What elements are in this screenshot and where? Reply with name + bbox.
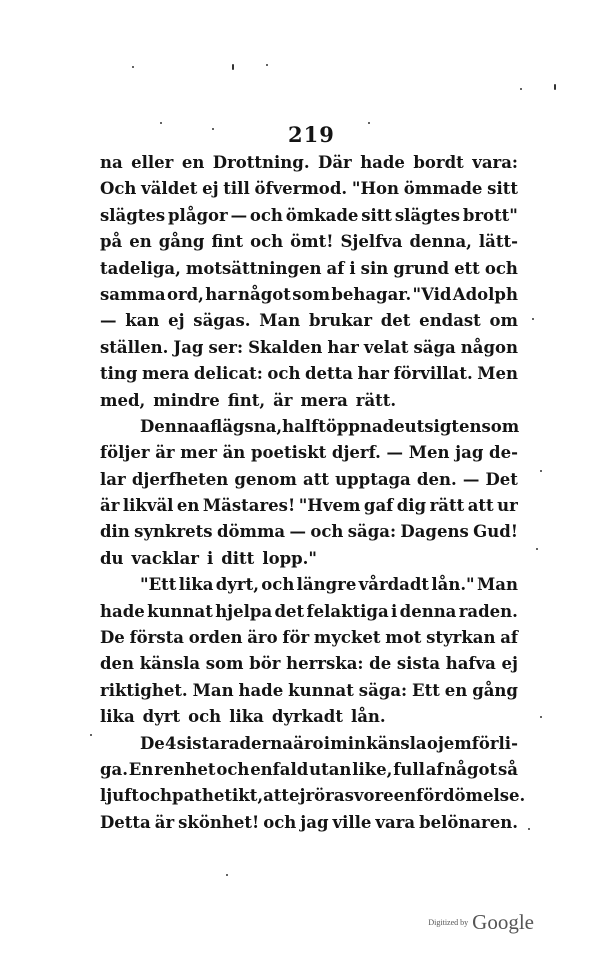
text-line xyxy=(100,783,526,809)
word: full xyxy=(393,759,425,779)
word: raden. xyxy=(458,601,518,621)
word: är xyxy=(155,443,175,463)
word: upptaga xyxy=(335,469,411,489)
word: kan xyxy=(125,311,160,331)
page-number: 219 xyxy=(288,122,335,147)
text-line xyxy=(100,810,518,836)
word: aflägsna, xyxy=(199,416,283,436)
word: Adolph xyxy=(452,284,518,304)
text-line xyxy=(100,282,518,308)
word: ömkade xyxy=(285,205,359,225)
word: — xyxy=(100,311,117,331)
word: något xyxy=(444,759,498,779)
word: genom xyxy=(234,469,297,489)
word: säga xyxy=(413,337,456,357)
text-line xyxy=(100,493,518,519)
word: brukar xyxy=(308,311,373,331)
word: det xyxy=(274,601,305,621)
word: kunnat xyxy=(288,680,354,700)
word: 4 xyxy=(165,733,177,753)
word: ditt xyxy=(221,548,255,568)
word: gaf xyxy=(363,496,394,516)
text-line xyxy=(100,625,518,651)
word: delicat: xyxy=(193,364,263,384)
word: — xyxy=(386,443,404,463)
word: lån." xyxy=(431,575,475,595)
word: djerf. xyxy=(331,443,381,463)
word: jag xyxy=(455,443,484,463)
word: halft xyxy=(282,416,326,436)
word: äro xyxy=(293,733,324,753)
word: äro xyxy=(247,628,278,648)
word: så xyxy=(497,759,518,779)
word: hade xyxy=(238,680,284,700)
word: rätt. xyxy=(355,390,397,410)
word: fint, xyxy=(227,390,266,410)
word: och xyxy=(249,205,283,225)
word: denna, xyxy=(409,232,472,252)
word: sitt xyxy=(487,179,518,199)
word: känsla xyxy=(366,733,427,753)
word: af xyxy=(425,759,444,779)
word: vacklar xyxy=(131,548,199,568)
word: synkrets xyxy=(134,522,213,542)
word: "Vid xyxy=(412,284,452,304)
word: vårdadt xyxy=(358,575,430,595)
word: mer xyxy=(180,443,217,463)
word: dig xyxy=(396,496,427,516)
word: och xyxy=(261,575,295,595)
word: och xyxy=(310,522,344,542)
word: bör xyxy=(249,654,281,674)
word: na xyxy=(100,153,123,172)
word: ömmade xyxy=(403,179,483,199)
word: i xyxy=(391,601,398,621)
word: förvillat. xyxy=(393,364,473,384)
word: De xyxy=(140,733,165,753)
word: belönaren. xyxy=(419,812,518,832)
word: — xyxy=(462,469,480,489)
word: med, xyxy=(100,390,146,410)
word: än xyxy=(222,443,246,463)
word: endast xyxy=(419,311,481,331)
word: dömma xyxy=(216,522,286,542)
word: grund xyxy=(393,258,450,278)
word: lika xyxy=(178,575,214,595)
word: Man xyxy=(192,680,234,700)
word: ej xyxy=(202,179,219,199)
word: och xyxy=(188,707,222,727)
word: gång xyxy=(158,232,205,252)
word: och xyxy=(484,258,518,278)
word: ting xyxy=(100,364,138,384)
word: är xyxy=(100,496,120,516)
word: lätt- xyxy=(478,232,518,252)
word: ljuft xyxy=(100,786,139,806)
word: Denna xyxy=(140,416,200,436)
scan-speck xyxy=(212,128,214,130)
text-line xyxy=(100,203,518,229)
word: Men xyxy=(477,364,518,384)
word: någon xyxy=(460,337,518,357)
word: slägtes xyxy=(100,205,166,225)
word: felaktiga xyxy=(306,601,389,621)
word: som xyxy=(292,284,330,304)
word: "Hon xyxy=(351,179,400,199)
word: bordt xyxy=(413,153,464,172)
word: herrska: xyxy=(286,654,364,674)
scan-speck xyxy=(520,88,522,90)
word: för xyxy=(282,628,310,648)
word: och xyxy=(263,812,297,832)
word: och xyxy=(138,786,173,806)
word: säga: xyxy=(347,522,397,542)
word: en xyxy=(176,496,200,516)
word: du xyxy=(100,548,124,568)
word: sista xyxy=(176,733,220,753)
word: i xyxy=(323,733,331,753)
word: lika xyxy=(229,707,264,727)
word: i xyxy=(206,548,214,568)
word: något xyxy=(238,284,291,304)
scan-speck xyxy=(368,122,370,124)
word: Men xyxy=(408,443,450,463)
word: ser: xyxy=(208,337,244,357)
text-line xyxy=(100,651,518,677)
word: Gud! xyxy=(473,522,518,542)
text-line xyxy=(100,467,518,493)
word: sista xyxy=(396,654,441,674)
word: "Ett xyxy=(140,575,177,595)
word: ord, xyxy=(166,284,204,304)
word: detta xyxy=(305,364,353,384)
word: ojemförli- xyxy=(426,733,518,753)
word: är xyxy=(154,812,175,832)
word: renhet xyxy=(154,759,216,779)
word: väldet xyxy=(141,179,198,199)
word: Detta xyxy=(100,812,151,832)
word: orden xyxy=(188,628,243,648)
word: ej xyxy=(289,786,306,806)
word: motsättningen xyxy=(185,258,322,278)
word: som xyxy=(205,654,244,674)
word: lika xyxy=(100,707,135,727)
word: "Hvem xyxy=(298,496,361,516)
word: likväl xyxy=(122,496,174,516)
word: till xyxy=(223,179,250,199)
word: ej xyxy=(501,654,518,674)
word: eller xyxy=(131,153,174,172)
text-line xyxy=(100,599,518,625)
word: och xyxy=(267,364,301,384)
word: mot xyxy=(385,628,422,648)
word: i xyxy=(349,258,356,278)
word: Drottning. xyxy=(212,153,310,172)
text-line xyxy=(100,361,518,387)
word: har xyxy=(327,337,359,357)
word: mindre xyxy=(153,390,220,410)
word: vara xyxy=(375,812,416,832)
word: plågor xyxy=(168,205,228,225)
word: som xyxy=(481,416,520,436)
word: ville xyxy=(332,812,372,832)
scan-speck xyxy=(232,64,234,70)
word: mera xyxy=(300,390,348,410)
word: mera xyxy=(141,364,190,384)
word: dyrt xyxy=(142,707,181,727)
word: att xyxy=(263,786,290,806)
scan-speck xyxy=(528,828,530,830)
word: Skalden xyxy=(248,337,323,357)
word: rätt xyxy=(429,496,465,516)
word: Det xyxy=(485,469,518,489)
text-line xyxy=(100,229,518,255)
text-line xyxy=(100,414,518,440)
word: öfvermod. xyxy=(254,179,348,199)
word: säga: xyxy=(358,680,408,700)
text-line xyxy=(100,704,518,730)
word: skönhet! xyxy=(178,812,260,832)
word: att xyxy=(303,469,329,489)
word: denna xyxy=(399,601,457,621)
word: jag xyxy=(300,812,329,832)
word: riktighet. xyxy=(100,680,188,700)
word: — xyxy=(289,522,306,542)
word: fint xyxy=(211,232,244,252)
text-line xyxy=(100,308,518,334)
word: har xyxy=(357,364,389,384)
word: första xyxy=(129,628,184,648)
word: styrkan xyxy=(426,628,496,648)
word: ga. xyxy=(100,759,128,779)
word: hafva xyxy=(445,654,496,674)
word: af xyxy=(326,258,345,278)
scan-speck xyxy=(554,84,556,90)
word: är xyxy=(273,390,293,410)
word: och xyxy=(216,759,250,779)
word: den. xyxy=(416,469,457,489)
word: din xyxy=(100,522,130,542)
text-line xyxy=(100,388,518,414)
text-line xyxy=(100,678,518,704)
word: en xyxy=(181,153,205,172)
word: det xyxy=(380,311,411,331)
word: Man xyxy=(476,575,518,595)
word: De xyxy=(100,628,125,648)
word: min xyxy=(330,733,366,753)
word: den xyxy=(100,654,135,674)
word: ställen. xyxy=(100,337,169,357)
word: har xyxy=(205,284,237,304)
digitized-watermark xyxy=(428,910,534,935)
scan-speck xyxy=(536,548,538,550)
word: velat xyxy=(363,337,409,357)
word: En xyxy=(128,759,154,779)
word: ur xyxy=(497,496,518,516)
word: sitt xyxy=(361,205,392,225)
word: en xyxy=(129,232,152,252)
scan-speck xyxy=(90,734,92,736)
scan-speck xyxy=(160,122,162,124)
text-line xyxy=(100,440,518,466)
word: sin xyxy=(360,258,389,278)
word: samma xyxy=(100,284,166,304)
scan-speck xyxy=(266,64,268,66)
word: Jag xyxy=(173,337,204,357)
text-line xyxy=(100,256,518,282)
word: ett xyxy=(454,258,480,278)
word: tadeliga, xyxy=(100,258,181,278)
word: Man xyxy=(259,311,301,331)
word: och xyxy=(250,232,284,252)
word: brott" xyxy=(462,205,518,225)
word: poetiskt xyxy=(250,443,327,463)
word: lar xyxy=(100,469,126,489)
word: en xyxy=(393,786,417,806)
text-line xyxy=(100,176,518,202)
watermark-prefix: Digitized by xyxy=(428,918,469,927)
word: de xyxy=(369,654,392,674)
text-line xyxy=(100,731,518,757)
text-line xyxy=(100,546,518,572)
text-line xyxy=(100,519,518,545)
word: fördömelse. xyxy=(416,786,526,806)
word: vara: xyxy=(472,153,518,172)
text-line xyxy=(100,572,518,598)
word: like, xyxy=(352,759,393,779)
word: ej xyxy=(168,311,185,331)
word: utan xyxy=(309,759,352,779)
word: Och xyxy=(100,179,137,199)
scan-speck xyxy=(540,470,542,472)
word: Där xyxy=(318,153,352,172)
word: dyrt, xyxy=(215,575,259,595)
word: kunnat xyxy=(147,601,213,621)
word: om xyxy=(489,311,518,331)
word: sägas. xyxy=(193,311,251,331)
word: en xyxy=(444,680,468,700)
word: på xyxy=(100,232,123,252)
word: röras xyxy=(305,786,354,806)
scan-speck xyxy=(540,716,542,718)
word: mycket xyxy=(313,628,381,648)
scan-speck xyxy=(532,318,534,320)
text-line xyxy=(100,150,518,176)
word: Dagens xyxy=(400,522,469,542)
word: — xyxy=(230,205,248,225)
watermark-brand: Google xyxy=(472,910,534,934)
word: att xyxy=(467,496,494,516)
word: hade xyxy=(100,601,145,621)
word: Sjelfva xyxy=(340,232,403,252)
word: lån. xyxy=(350,707,386,727)
word: pathetikt, xyxy=(172,786,264,806)
word: följer xyxy=(100,443,150,463)
word: slägtes xyxy=(394,205,461,225)
text-line xyxy=(100,335,518,361)
word: hjelpa xyxy=(215,601,273,621)
word: känsla xyxy=(139,654,201,674)
word: ömt! xyxy=(290,232,334,252)
word: de- xyxy=(489,443,518,463)
word: hade xyxy=(360,153,405,172)
word: Mästares! xyxy=(202,496,296,516)
body-text xyxy=(100,150,526,836)
word: lopp." xyxy=(262,548,318,568)
word: djerfheten xyxy=(131,469,229,489)
word: af xyxy=(500,628,518,648)
word: utsigten xyxy=(404,416,482,436)
word: vore xyxy=(353,786,394,806)
text-line xyxy=(100,757,518,783)
word: dyrkadt xyxy=(271,707,343,727)
word: längre xyxy=(296,575,357,595)
word: öppnade xyxy=(325,416,405,436)
scan-speck xyxy=(132,66,134,68)
word: gång xyxy=(472,680,518,700)
word: raderna xyxy=(220,733,293,753)
word: Ett xyxy=(412,680,440,700)
scan-speck xyxy=(226,874,228,876)
word: behagar. xyxy=(331,284,412,304)
word: enfald xyxy=(250,759,309,779)
